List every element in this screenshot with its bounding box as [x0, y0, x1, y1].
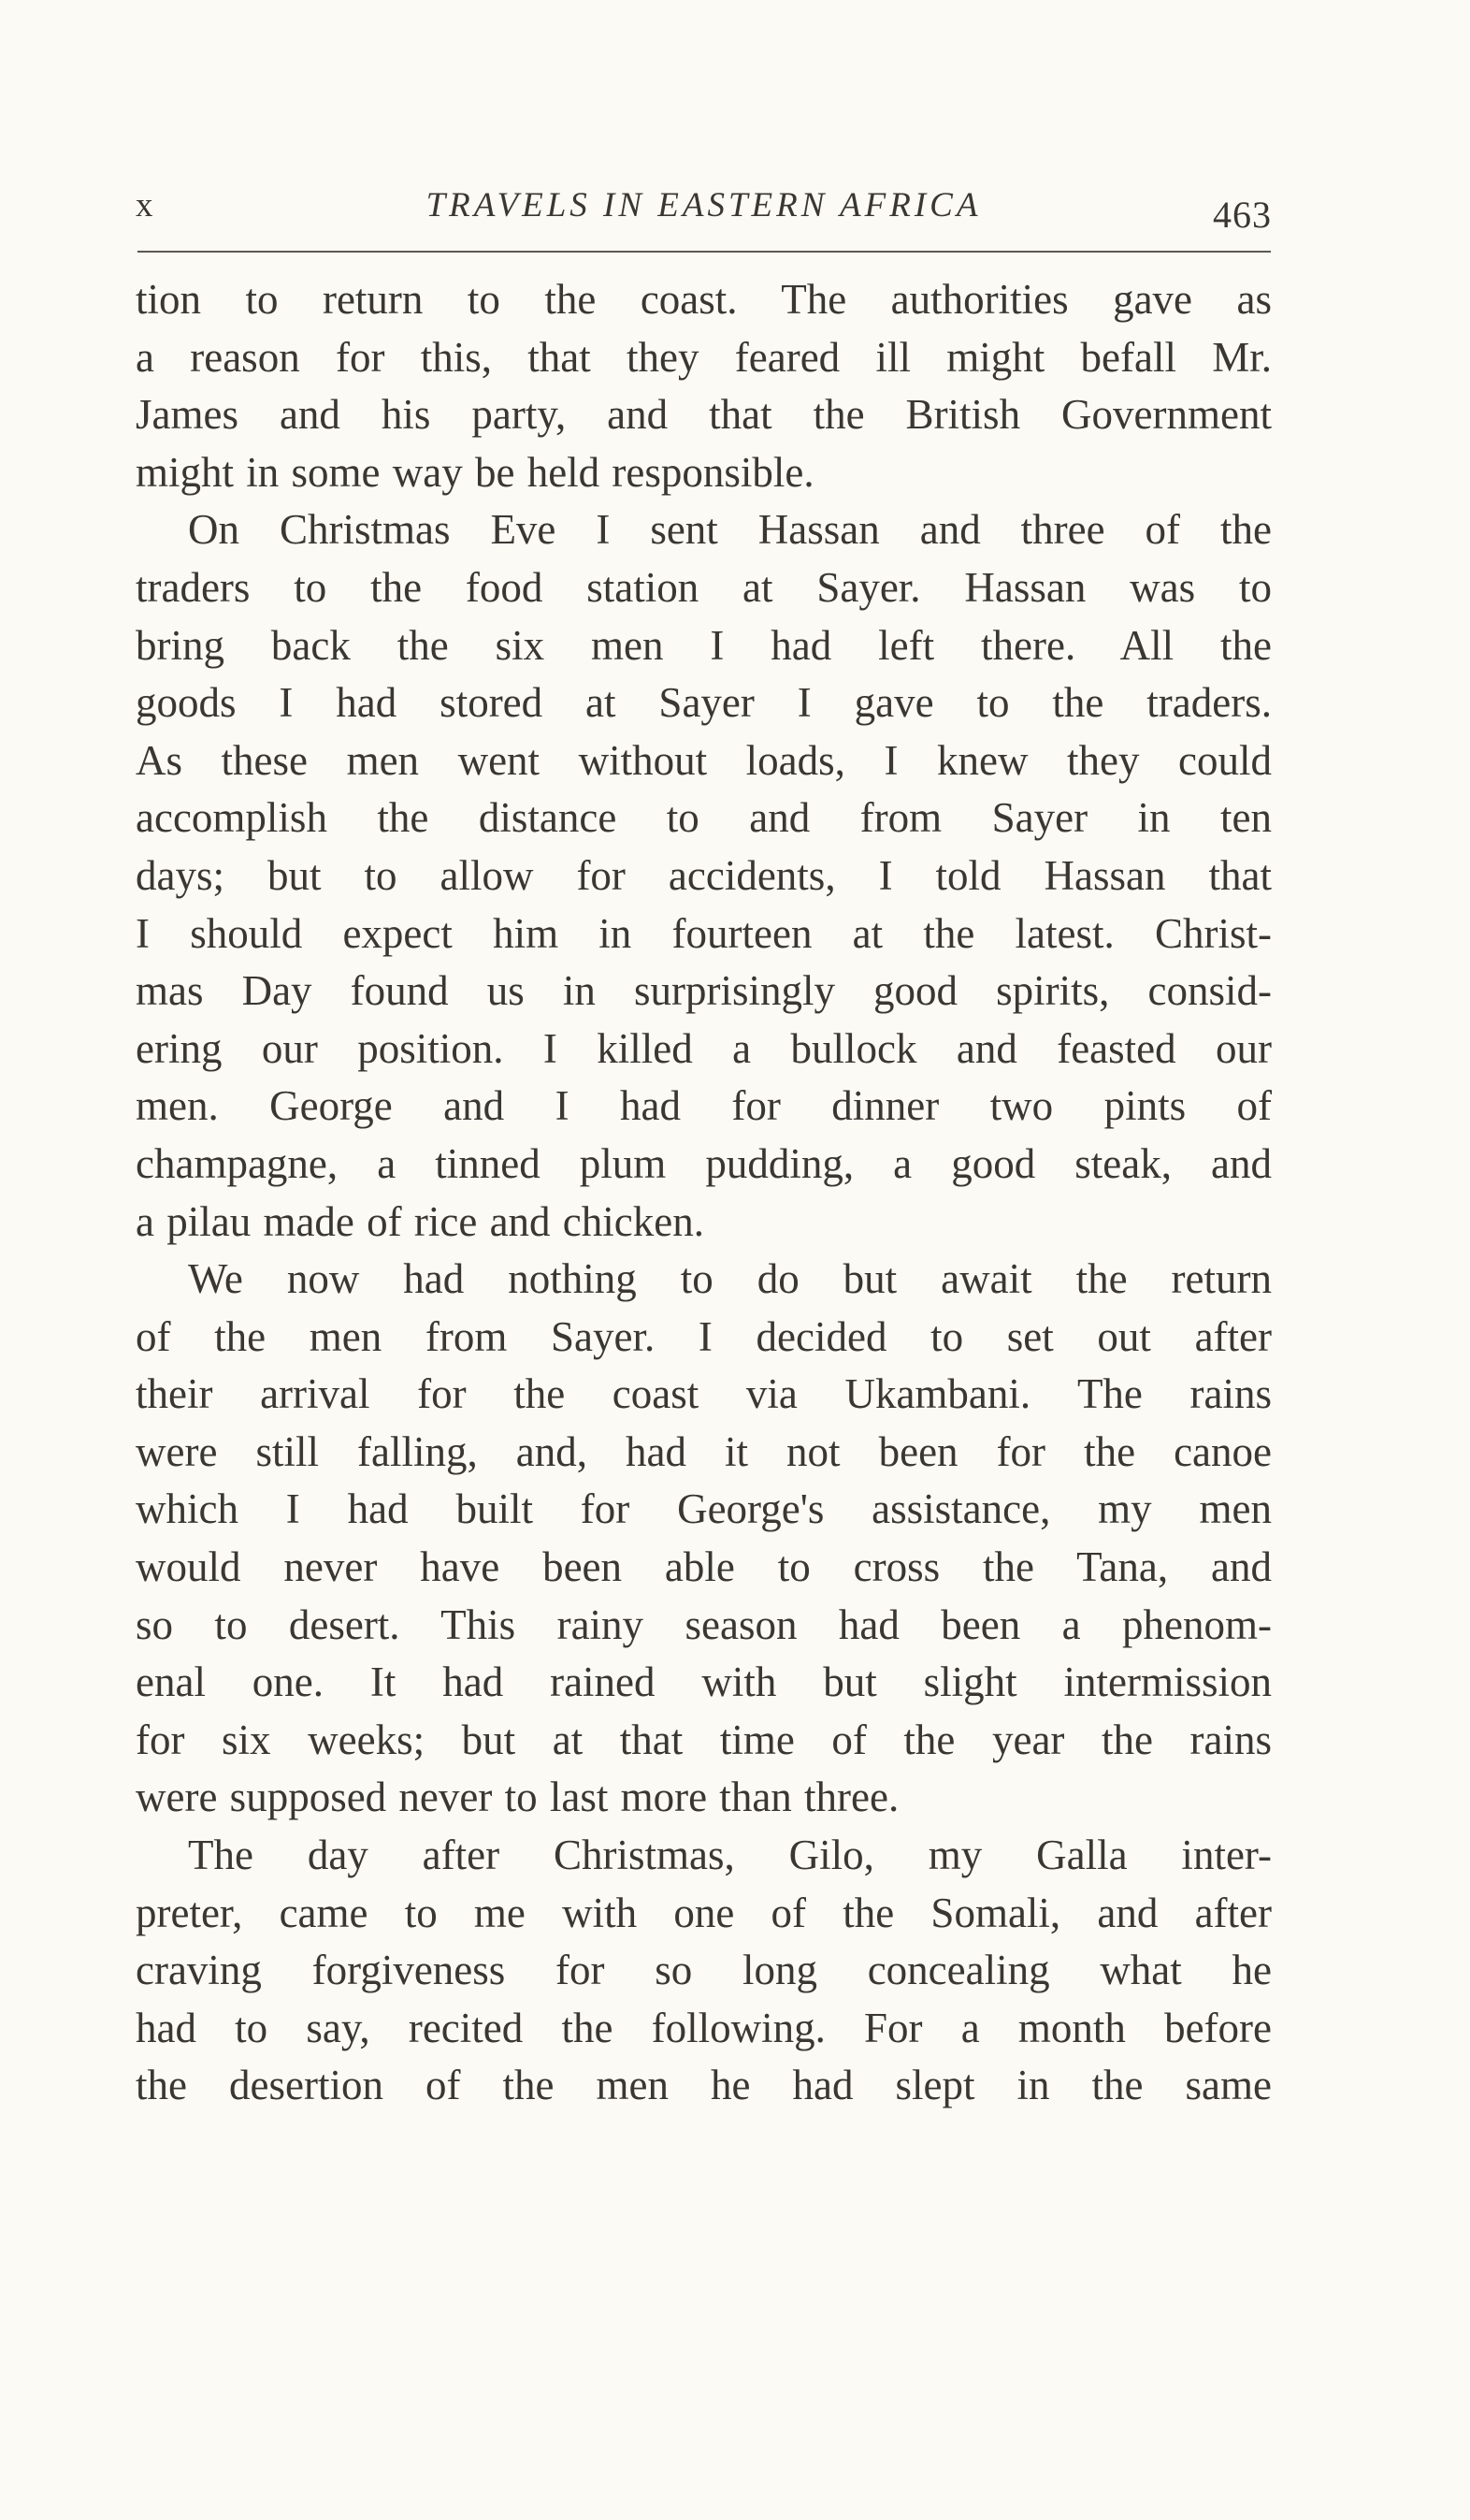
text-line: We now had nothing to do but await the return — [188, 1255, 1272, 1303]
text-line: accomplish the distance to and from Sayer in ten — [136, 794, 1272, 842]
text-line: I should expect him in fourteen at the latest. Christ- — [136, 909, 1272, 957]
text-line: The day after Christmas, Gilo, my Galla inter- — [188, 1832, 1272, 1879]
text-line: days; but to allow for accidents, I told Hassan that — [136, 851, 1272, 899]
text-line: traders to the food station at Sayer. Hassan was to — [136, 563, 1272, 611]
text-line: preter, came to me with one of the Somali, and after — [136, 1889, 1272, 1936]
text-line: On Christmas Eve I sent Hassan and three of the — [188, 506, 1272, 554]
text-line: might in some way be held responsible. — [136, 448, 814, 496]
text-line: the desertion of the men he had slept in the same — [136, 2062, 1272, 2109]
body-text — [136, 271, 1272, 2115]
text-line: would never have been able to cross the Tana, and — [136, 1543, 1272, 1591]
text-line: champagne, a tinned plum pudding, a good steak, and — [136, 1139, 1272, 1187]
running-title: TRAVELS IN EASTERN AFRICA — [425, 186, 982, 224]
text-line: James and his party, and that the British Government — [136, 391, 1272, 439]
text-line: were still falling, and, had it not been for the canoe — [136, 1427, 1272, 1475]
text-line: their arrival for the coast via Ukambani. The rains — [136, 1370, 1272, 1418]
text-line: so to desert. This rainy season had been a phenom- — [136, 1600, 1272, 1648]
text-line: men. George and I had for dinner two pints of — [136, 1082, 1272, 1130]
header-rule — [137, 251, 1271, 253]
text-line: ering our position. I killed a bullock and feasted our — [136, 1024, 1272, 1072]
text-line: craving forgiveness for so long concealing what he — [136, 1947, 1272, 1994]
running-head — [136, 185, 1272, 238]
text-line: for six weeks; but at that time of the year the rains — [136, 1716, 1272, 1763]
text-line: of the men from Sayer. I decided to set out after — [136, 1312, 1272, 1360]
text-line: a pilau made of rice and chicken. — [136, 1197, 704, 1245]
text-line: enal one. It had rained with but slight intermission — [136, 1658, 1272, 1706]
text-line: a reason for this, that they feared ill might befall Mr. — [136, 333, 1272, 381]
text-line: tion to return to the coast. The authorities gave as — [136, 276, 1272, 323]
text-line: which I had built for George's assistance, my men — [136, 1485, 1272, 1533]
text-line: mas Day found us in surprisingly good spirits, consid- — [136, 967, 1272, 1015]
text-line: were supposed never to last more than three. — [136, 1774, 900, 1821]
page-number: 463 — [1213, 194, 1272, 236]
text-line: had to say, recited the following. For a month before — [136, 2004, 1272, 2051]
signature-mark: x — [136, 186, 155, 224]
text-line: As these men went without loads, I knew they could — [136, 736, 1272, 784]
text-line: bring back the six men I had left there. All the — [136, 621, 1272, 669]
text-line: goods I had stored at Sayer I gave to the traders. — [136, 679, 1272, 727]
